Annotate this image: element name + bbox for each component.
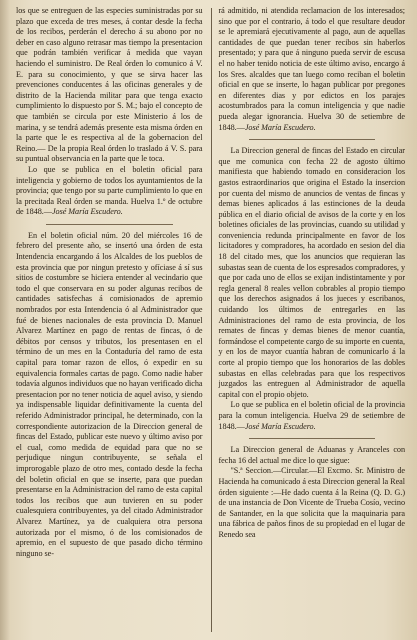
section-separator <box>46 224 173 225</box>
page-edge-shadow <box>0 0 10 640</box>
article-text: los que se entreguen de las especies suministradas por su plazo que exceda de tres meses, á contar desde la fecha de los recibos, perderán el derecho á su abono por no deber en caso alguno retrasar mas tiempo la presentacion que podrán también verificar á medida que vayan haciendo el suministro. De Real órden lo comunico á V. E. para su conocimiento, y que se sirva hacer las prevenciones conducentes á las oficinas generales y de distrito de la Hacienda militar para que tenga exacto cumplimiento lo dispuesto por S. M.; bajo el concepto de que también se circula por este Ministerio á los de marina, y se tendrá además presente esta misma órden en la parte que le es respectiva al de la gobernacion del Reino.— De la propia Real órden lo traslado á V. S. para su puntual observancia en la parte que le toca. <box>16 6 203 164</box>
article-text: La Direccion general de fincas del Estado en circular que me comunica con fecha 22 de agosto último manifiesta que habiendo tomado en consideracion los gastos estraordinarios que origina el Estado la insercion por cuenta del mismo de anuncios de ventas de fincas y demas bienes aplicados á las estinciones de la deuda pública en el diario oficial de avisos de la corte y en los boletines oficiales de las provincias, cuando su utilidad y conveniencia redunda principalmente en favor de los licitadores y compradores, ha acordado en sesion del dia 18 del citado mes, que los anuncios que requieran las subastas sean de cuenta de los espresados compradores, y que por cada uno de ellos se exijan indistintamente y por regla general 8 reales vellon cobrables al propio tiempo que los derechos asignados á los jueces y escribanos, cuidando los últimos de entregarles en las Administraciones del ramo de esta provincia, de los remates de fincas y demas bienes de menor cuantía, formándose el competente cargo de su importe en cuenta, y en los de mayor cuantía habran de comunicarlo á la corte al propio tiempo que los honorarios de las dobles subastas en ellas celebradas para que los respectivos juzgados las entreguen al Administrador de aquella capital con el propio objeto. <box>218 146 405 399</box>
article-text: "S.ª Seccion.—Circular.—El Excmo. Sr. Ministro de Hacienda ha comunicado á esta Direccion general la Real órden siguiente :—He dado cuenta á la Reina (Q. D. G.) de una instancia de Don Vicente de Trueba Cosío, vecino de Santander, en la que solicita que la maquinaria para una fábrica de paños finos de su propiedad en el lugar de Renedo sea <box>218 466 405 539</box>
article-text: En el boletin oficial núm. 20 del miércoles 16 de febrero del presente año, se insertó una órden de esta Intendencia encargando á los Alcaldes de los pueblos de esta provincia que por ningun pretesto y ofíciase á sí sus sitios de costumbre se hiciera entender al vecindario que todo el que conservara en su poder algunas recibos de cantidades satisfechas á comisionados de apremio nombrados por esta Intendencia ó al Administrador que fué de bienes nacionales de esta provincia D. Manuel Alvarez Martínez en pago de rentas de fincas, ó de débitos por censos y tributos, los presentasen en el término de un mes en la Contaduría del ramo de esta capital para tomar razon de ellos, ó expedir en su equivalencia formales cartas de pago. Como nadie haber todavía algunos individuos que no hayan verificado dicha presentacion por no tener noticia de aquel aviso, y siendo ya indispensable liquidar definitivamente la cuenta del referido Administrador principal, he determinado, con la correspondiente autorizacion de la Direccion general de fincas del Estado, publicar este nuevo y último aviso por el cual, como medida de equidad para que no se perjudique ningun contribuyente, se señala el improrogable plazo de otro mes, contado desde la fecha del boletin oficial en que se inserte, para que puedan presentarse en la Administracion del ramo de esta capital todos los recibos que aun tuvieren en su poder cualesquiera contribuyentes, ya del citado Administrador Alvarez Martínez, ya de cualquiera otra persona autorizada por el mismo, ó de los comisionados de apremio, en el supuesto de que pasado dicho término ninguno se- <box>16 230 203 558</box>
section-separator <box>249 139 376 140</box>
signature: José María Escudero. <box>244 122 316 132</box>
section-separator <box>249 438 376 439</box>
text-columns <box>16 6 405 634</box>
article-text: Lo que se publica en el boletin oficial de la provincia para la comun inteligencia. Huelva 29 de setiembre de 1848.—José María Escudero. <box>218 400 405 431</box>
article-text: rá admitido, ni atendida reclamacion de los interesados; sino que por el contrario, á todo el que resultare deudor se le apremiará ejecutivamente al pago, aun de aquellas cantidades de que puedan tener recibos sin haberlos presentado; y para que á ninguno pueda servir de escusa el no haber tenido noticia de este último aviso, encargo á los Sres. alcaldes que tan luego como reciban el boletin oficial en que se inserte, lo hagan publicar por pregones en diferentes dias y por edictos en los parajes acostumbrados para la comun inteligencia y que nadie pueda alegar ignorancia. Huelva 30 de setiembre de 1848.—José María Escudero. <box>218 6 405 132</box>
article-text: Lo que se publica en el boletin oficial para inteligencia y gobierno de todos los ayuntamientos de la provincia; que tengo por su parte cumplimiento lo que en la precitada Real órden se manda. Huelva 1.º de octubre de 1848.—José María Escudero. <box>16 164 203 217</box>
signature: José María Escudero. <box>51 207 123 217</box>
signature: José María Escudero. <box>244 421 316 431</box>
article-text: La Direccion general de Aduanas y Aranceles con fecha 16 del actual me dice lo que sigue: <box>218 445 405 465</box>
left-column <box>16 6 211 634</box>
right-column <box>211 6 406 634</box>
